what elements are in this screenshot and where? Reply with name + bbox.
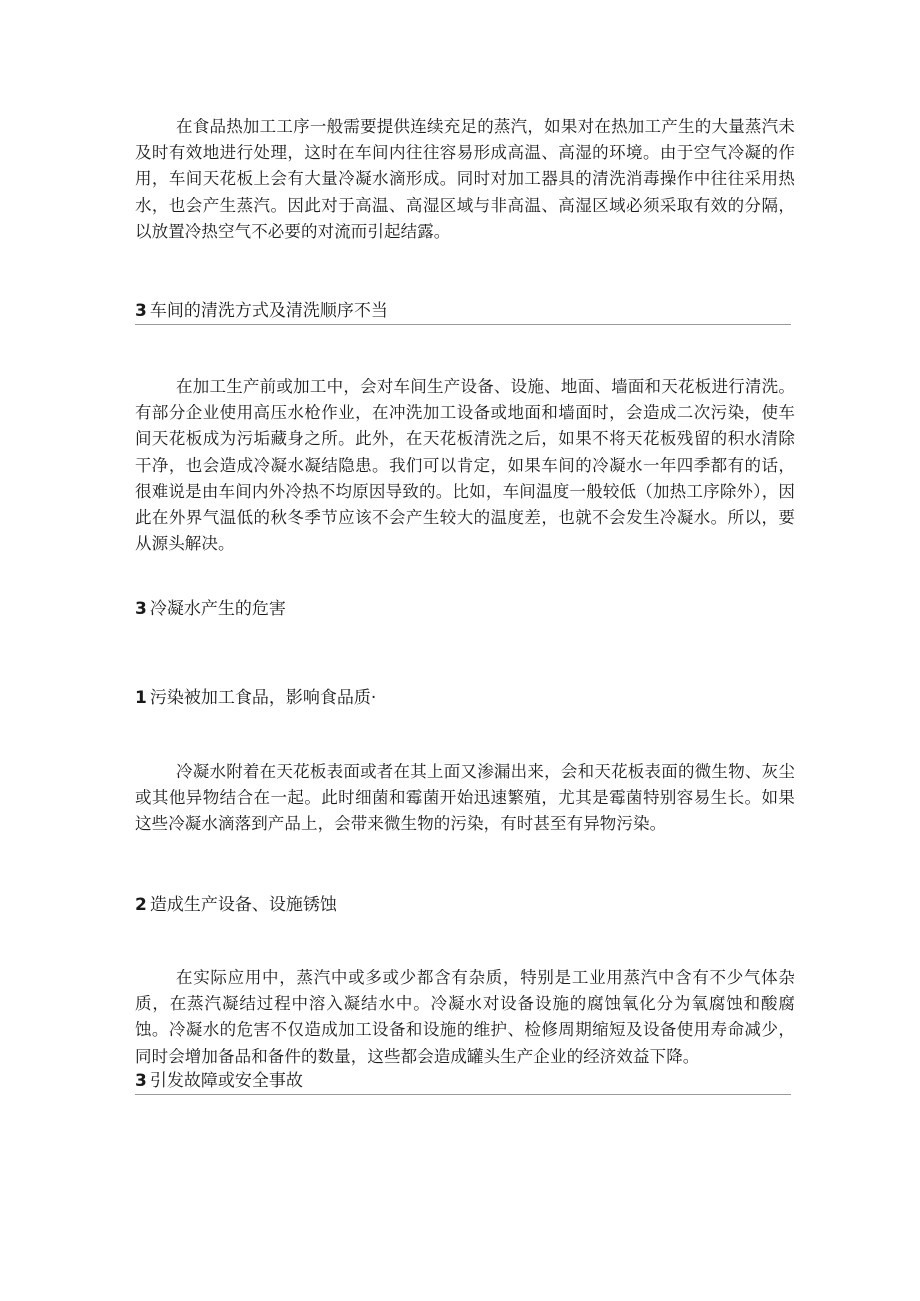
paragraph-steam-treatment: 在食品热加工工序一般需要提供连续充足的蒸汽，如果对在热加工产生的大量蒸汽未及时有效地进行处理，这时在车间内往往容易形成高温、高湿的环境。由于空气冷凝的作用，车间天花板上会有大量冷凝水滴形成。同时对加工器具的清洗消毒操作中往往采用热水，也会产生蒸汽。因此对于高温、高湿区域与非高温、高湿区域必须采取有效的分隔，以放置冷热空气不必要的对流而引起结露。 xyxy=(135,117,795,241)
heading-text: 污染被加工食品，影响食品质· xyxy=(149,688,377,708)
paragraph-microbial-contamination: 冷凝水附着在天花板表面或者在其上面又渗漏出来，会和天花板表面的微生物、灰尘或其他异物结合在一起。此时细菌和霉菌开始迅速繁殖，尤其是霉菌特别容易生长。如果这些冷凝水滴落到产品上，会带来微生物的污染，有时甚至有异物污染。 xyxy=(135,762,795,834)
heading-condensate-hazards xyxy=(135,597,286,621)
heading-cleaning-method xyxy=(135,299,388,323)
heading-text: 车间的清洗方式及清洗顺序不当 xyxy=(149,301,388,321)
heading-text: 引发故障或安全事故 xyxy=(149,1071,303,1091)
heading-text: 造成生产设备、设施锈蚀 xyxy=(149,895,337,915)
heading-food-contamination xyxy=(135,686,376,710)
divider-line xyxy=(135,324,791,325)
heading-number: 1 xyxy=(135,688,147,708)
heading-number: 2 xyxy=(135,895,147,915)
heading-safety-accidents xyxy=(135,1069,303,1093)
heading-number: 3 xyxy=(135,599,147,619)
paragraph-cleaning-process: 在加工生产前或加工中，会对车间生产设备、设施、地面、墙面和天花板进行清洗。有部分企业使用高压水枪作业，在冲洗加工设备或地面和墙面时，会造成二次污染，使车间天花板成为污垢藏身之所。此外，在天花板清洗之后，如果不将天花板残留的积水清除干净，也会造成冷凝水凝结隐患。我们可以肯定，如果车间的冷凝水一年四季都有的话，很难说是由车间内外冷热不均原因导致的。比如，车间温度一般较低（加热工序除外），因此在外界气温低的秋冬季节应该不会产生较大的温度差，也就不会发生冷凝水。所以，要从源头解决。 xyxy=(135,377,795,554)
heading-equipment-corrosion xyxy=(135,893,337,917)
paragraph-corrosion-details: 在实际应用中，蒸汽中或多或少都含有杂质，特别是工业用蒸汽中含有不少气体杂质，在蒸汽凝结过程中溶入凝结水中。冷凝水对设备设施的腐蚀氧化分为氧腐蚀和酸腐蚀。冷凝水的危害不仅造成加工设备和设施的维护、检修周期缩短及设备使用寿命减少，同时会增加备品和备件的数量，这些都会造成罐头生产企业的经济效益下降。 xyxy=(135,968,795,1066)
divider-line xyxy=(135,1094,791,1095)
heading-text: 冷凝水产生的危害 xyxy=(149,599,286,619)
heading-number: 3 xyxy=(135,1071,147,1091)
heading-number: 3 xyxy=(135,301,147,321)
